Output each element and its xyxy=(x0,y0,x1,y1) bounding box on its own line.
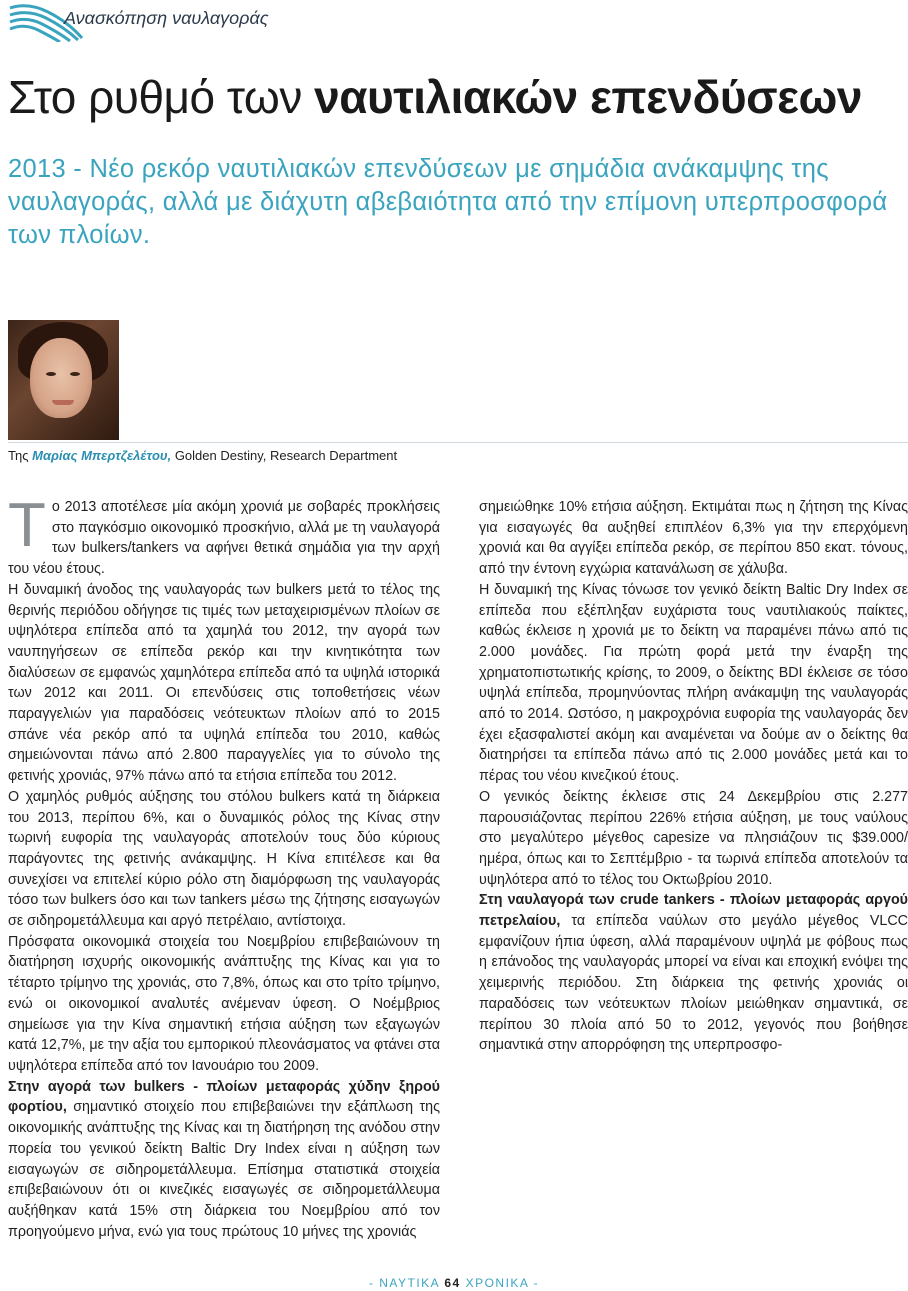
paragraph-text: τα επίπεδα ναύλων στο μεγάλο μέγεθος VLCC εμφανίζουν ήπια ύφεση, αλλά παραμένουν υψηλά με φόβους πως η επάνοδος της ναυλαγοράς μπορεί να είναι και εποχική ενόψει της χειμερινής περιόδου. Στη διάρκεια της φετινής χρονιάς οι παραδόσεις των νεότευκτων πλοίων μειώθηκαν σημαντικά, σε περίπου 30 πλοία από 50 το 2012, γεγονός που βοήθησε σημαντικά στην απορρόφηση της υπερπροσφο- xyxy=(479,913,908,1054)
dropcap: Τ xyxy=(8,491,46,560)
footer-right: ΧΡΟΝΙΚΑ - xyxy=(465,1276,540,1290)
paragraph-text: σημαντικό στοιχείο που επιβεβαιώνει την εξάπλωση της οικονομικής ανάπτυξης της Κίνας και τη διατήρηση της ανόδου στην πορεία του γενικού δείκτη Baltic Dry Index είναι η αύξηση των εισαγωγών σε σιδηρομετάλλευμα. Επίσημα στατιστικά στοιχεία επιβεβαιώνουν ότι οι κινεζικές εισαγωγές σε σιδηρομετάλλευμα αυξήθηκαν κατά 15% στη διάρκεια του Νοεμβρίου από τον προηγούμενο μήνα, ενώ για τους πρώτους 10 μήνες της χρονιάς xyxy=(8,1099,440,1240)
footer-left: - ΝΑΥΤΙΚΑ xyxy=(368,1276,440,1290)
page-title xyxy=(8,70,862,125)
paragraph-lead: Στην αγορά των bulkers - πλοίων μεταφοράς χύδην ξηρού φορτίου, xyxy=(8,1078,440,1116)
title-light: Στο ρυθμό των xyxy=(8,71,302,123)
paragraph: Ο χαμηλός ρυθμός αύξησης του στόλου bulkers κατά τη διάρκεια του 2013, περίπου 6%, και ο δυναμικός ρόλος της Κίνας στην τωρινή ευφορία της ναυλαγοράς αποτελούν τους δύο κύριους παράγοντες της φετινής ανάκαμψης. Η Κίνα επιτέλεσε και θα συνεχίσει να επιτελεί κύριο ρόλο στη διαμόρφωση της ναυλαγοράς τόσο των bulkers όσο και των tankers μέσω της ζήτησης εισαγωγών σε σιδηρομετάλλευμα και αργό πετρέλαιο, αντίστοιχα. xyxy=(8,788,440,930)
paragraph xyxy=(8,491,440,580)
paragraph-lead: Στη ναυλαγορά των crude tankers - πλοίων μεταφοράς αργού πετρελαίου, xyxy=(479,892,908,930)
author-photo xyxy=(8,320,119,440)
page-number: 64 xyxy=(444,1276,461,1290)
paragraph: Πρόσφατα οικονομικά στοιχεία του Νοεμβρίου επιβεβαιώνουν τη διατήρηση ισχυρής οικονομικής ανάπτυξης της Κίνας και για το τέταρτο τρίμηνο της χρονιάς, στο 7,8%, όπως και στο τρίτο τρίμηνο, ενώ οι οικονομικοί αναλυτές ανέμεναν ύφεση. Ο Νοέμβριος σημείωσε για την Κίνα σημαντική ετήσια αύξηση των εξαγωγών κατά 12,7%, με την αξία του εμπορικού πλεονάσματος να φτάνει στα υψηλότερα επίπεδα από τον Ιανουάριο του 2009. xyxy=(8,933,440,1074)
article-column-left xyxy=(8,491,440,1242)
divider xyxy=(8,442,908,443)
paragraph: Η δυναμική της Κίνας τόνωσε τον γενικό δείκτη Baltic Dry Index σε επίπεδα που εξέπληξαν ευχάριστα τους ναυτιλιακούς παίκτες, καθώς έκλεισε η χρονιά με το δείκτη να παραμένει πάνω από τις 2.000 μονάδες. Για πρώτη φορά μετά την έναρξη της χρηματοπιστωτικής κρίσης, το 2009, ο δείκτης BDI έκλεισε σε τόσο υψηλά επίπεδα, προμηνύοντας πλήρη ανάκαμψη της ναυλαγοράς από το 2014. Ωστόσο, η μακροχρόνια ευφορία της ναυλαγοράς δεν έχει εξασφαλιστεί ακόμη και αναμένεται να δούμε αν ο δείκτης θα διατηρήσει τα επίπεδα πάνω από τις 2.000 μονάδες μετά και το πέρας του νέου κινεζικού έτους. xyxy=(479,581,908,785)
paragraph-continued: σημειώθηκε 10% ετήσια αύξηση. Εκτιμάται πως η ζήτηση της Κίνας για εισαγωγές θα αυξηθεί επιπλέον 6,3% για την επερχόμενη χρονιά και θα αγγίξει επίπεδα ρεκόρ, σε περίπου 850 εκατ. τόνους, από την έντονη εγχώρια κατανάλωση σε χάλυβα. xyxy=(479,499,908,578)
title-bold: ναυτιλιακών επενδύσεων xyxy=(314,71,862,123)
byline xyxy=(8,448,397,463)
author-affiliation: Golden Destiny, Research Department xyxy=(174,448,398,463)
page-footer xyxy=(0,1276,908,1290)
subtitle: 2013 - Νέο ρεκόρ ναυτιλιακών επενδύσεων με σημάδια ανάκαμψης της ναυλαγοράς, αλλά με διάχυτη αβεβαιότητα από την επίμονη υπερπροσφορά των πλοίων. xyxy=(8,155,888,249)
paragraph: Η δυναμική άνοδος της ναυλαγοράς των bulkers μετά το τέλος της θερινής περιόδου οδήγησε τις τιμές των μεταχειρισμένων πλοίων σε υψηλότερα επίπεδα από τα χαμηλά του 2012, την αγορά των ναυπηγήσεων σε επίπεδα ρεκόρ και την κινητικότητα των διαλύσεων σε εμφανώς χαμηλότερα επίπεδα από τα υψηλά ιστορικά των 2012 και 2011. Οι επενδύσεις στις τοποθετήσεις νέων παραγγελιών για παραδόσεις νεότευκτων πλοίων από το 2015 σπάνε νέα ρεκόρ από τα υψηλά επίπεδα του 2010, καθώς σημειώνονται πάνω από 2.800 παραγγελίες για το σύνολο της φετινής χρονιάς, 97% πάνω από τα ετήσια επίπεδα του 2012. xyxy=(8,581,440,785)
section-label: Ανασκόπηση ναυλαγοράς xyxy=(64,8,269,28)
paragraph: Ο γενικός δείκτης έκλεισε στις 24 Δεκεμβρίου στις 2.277 παρουσιάζοντας περίπου 226% ετήσια αύξηση, με τους ναύλους στο μεγαλύτερο μέγεθος capesize να πλησιάζουν τις $39.000/ημέρα, όπως και το Σεπτέμβριο - τα τωρινά επίπεδα αποτελούν τα υψηλότερα από το τέλος του Οκτωβρίου 2010. xyxy=(479,788,908,888)
paragraph xyxy=(8,1077,440,1243)
byline-prefix: Της xyxy=(8,448,29,463)
article-column-right xyxy=(479,497,908,1056)
paragraph-text: ο 2013 αποτέλεσε μία ακόμη χρονιά με σοβαρές προκλήσεις στο παγκόσμιο οικονομικό προσκήνιο, αλλά με τη ναυλαγορά των bulkers/tankers να αφήνει θετικά σημάδια για την αρχή του νέου έτους. xyxy=(8,499,440,578)
paragraph xyxy=(479,890,908,1056)
author-name: Μαρίας Μπερτζελέτου, xyxy=(32,448,172,463)
